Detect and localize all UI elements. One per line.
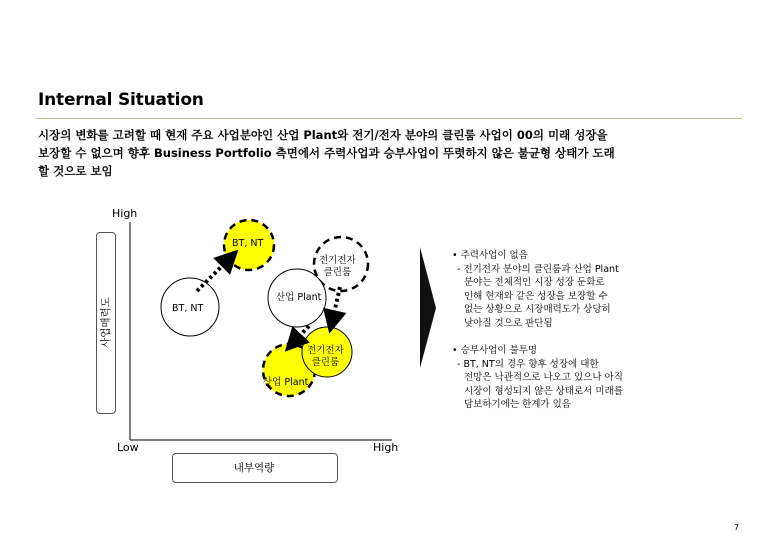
y-axis-high-label: High [112, 207, 138, 220]
summary-line: 시장의 변화를 고려할 때 현재 주요 사업분야인 산업 Plant와 전기/전자 분야의 클린룸 사업이 00의 미래 성장을 [38, 128, 608, 142]
chevron-arrow-icon [420, 247, 436, 368]
arrow-electro [332, 287, 340, 322]
x-axis-high-label: High [373, 441, 399, 454]
note-line: 없는 상황으로 시장매력도가 상당히 [464, 304, 611, 315]
bubble-label-plant-now: 산업 Plant [276, 292, 322, 303]
note-line: - BT, NT의 경우 향후 성장에 대한 [457, 358, 599, 370]
bubble-label-electro-future [319, 255, 356, 279]
bubble-label-plant-future: 산업 Plant [263, 377, 309, 388]
bubble-label-line: 클린룸 [323, 267, 352, 278]
bubble-label-bt-nt-now: BT, NT [172, 303, 204, 314]
bubble-label-line: 클린룸 [311, 357, 340, 368]
notes-panel [452, 249, 742, 426]
note-line: 전망은 낙관적으로 나오고 있으나 아직 [464, 372, 623, 383]
note-main-business [452, 249, 742, 330]
page-number: 7 [734, 523, 740, 532]
note-line: 낮아질 것으로 판단됨 [464, 317, 553, 329]
bubble-label-line: 전기전자 [307, 345, 344, 356]
note-line: 분야는 전체적인 시장 성장 둔화로 [464, 277, 605, 288]
note-line: • 주력사업이 없음 [452, 250, 528, 261]
y-axis-title: 사업매력도 [99, 296, 112, 348]
summary-line: 보장할 수 없으며 향후 Business Portfolio 측면에서 주력사업과 승부사업이 뚜렷하지 않은 불균형 상태가 도래 [38, 146, 615, 160]
bubble-label-line: 전기전자 [319, 255, 356, 266]
note-line: - 전기전자 분야의 클린룸과 산업 Plant [457, 263, 619, 275]
note-strategic-business [452, 344, 742, 412]
note-line: 담보하기에는 한계가 있음 [464, 399, 571, 410]
x-axis-low-label: Low [117, 441, 139, 454]
bubble-label-bt-nt-future: BT, NT [232, 238, 264, 249]
note-line: 시장이 형성되지 않은 상태로서 미래를 [464, 385, 623, 397]
page-title: Internal Situation [38, 90, 204, 110]
note-line: • 승부사업이 불투명 [452, 345, 538, 356]
bubble-label-electro-now [307, 345, 344, 369]
summary-line: 할 것으로 보임 [38, 164, 113, 178]
x-axis-title: 내부역량 [233, 461, 275, 474]
arrow-bt-nt [197, 258, 230, 291]
note-line: 인해 현재와 같은 성장을 보장할 수 [464, 290, 608, 302]
